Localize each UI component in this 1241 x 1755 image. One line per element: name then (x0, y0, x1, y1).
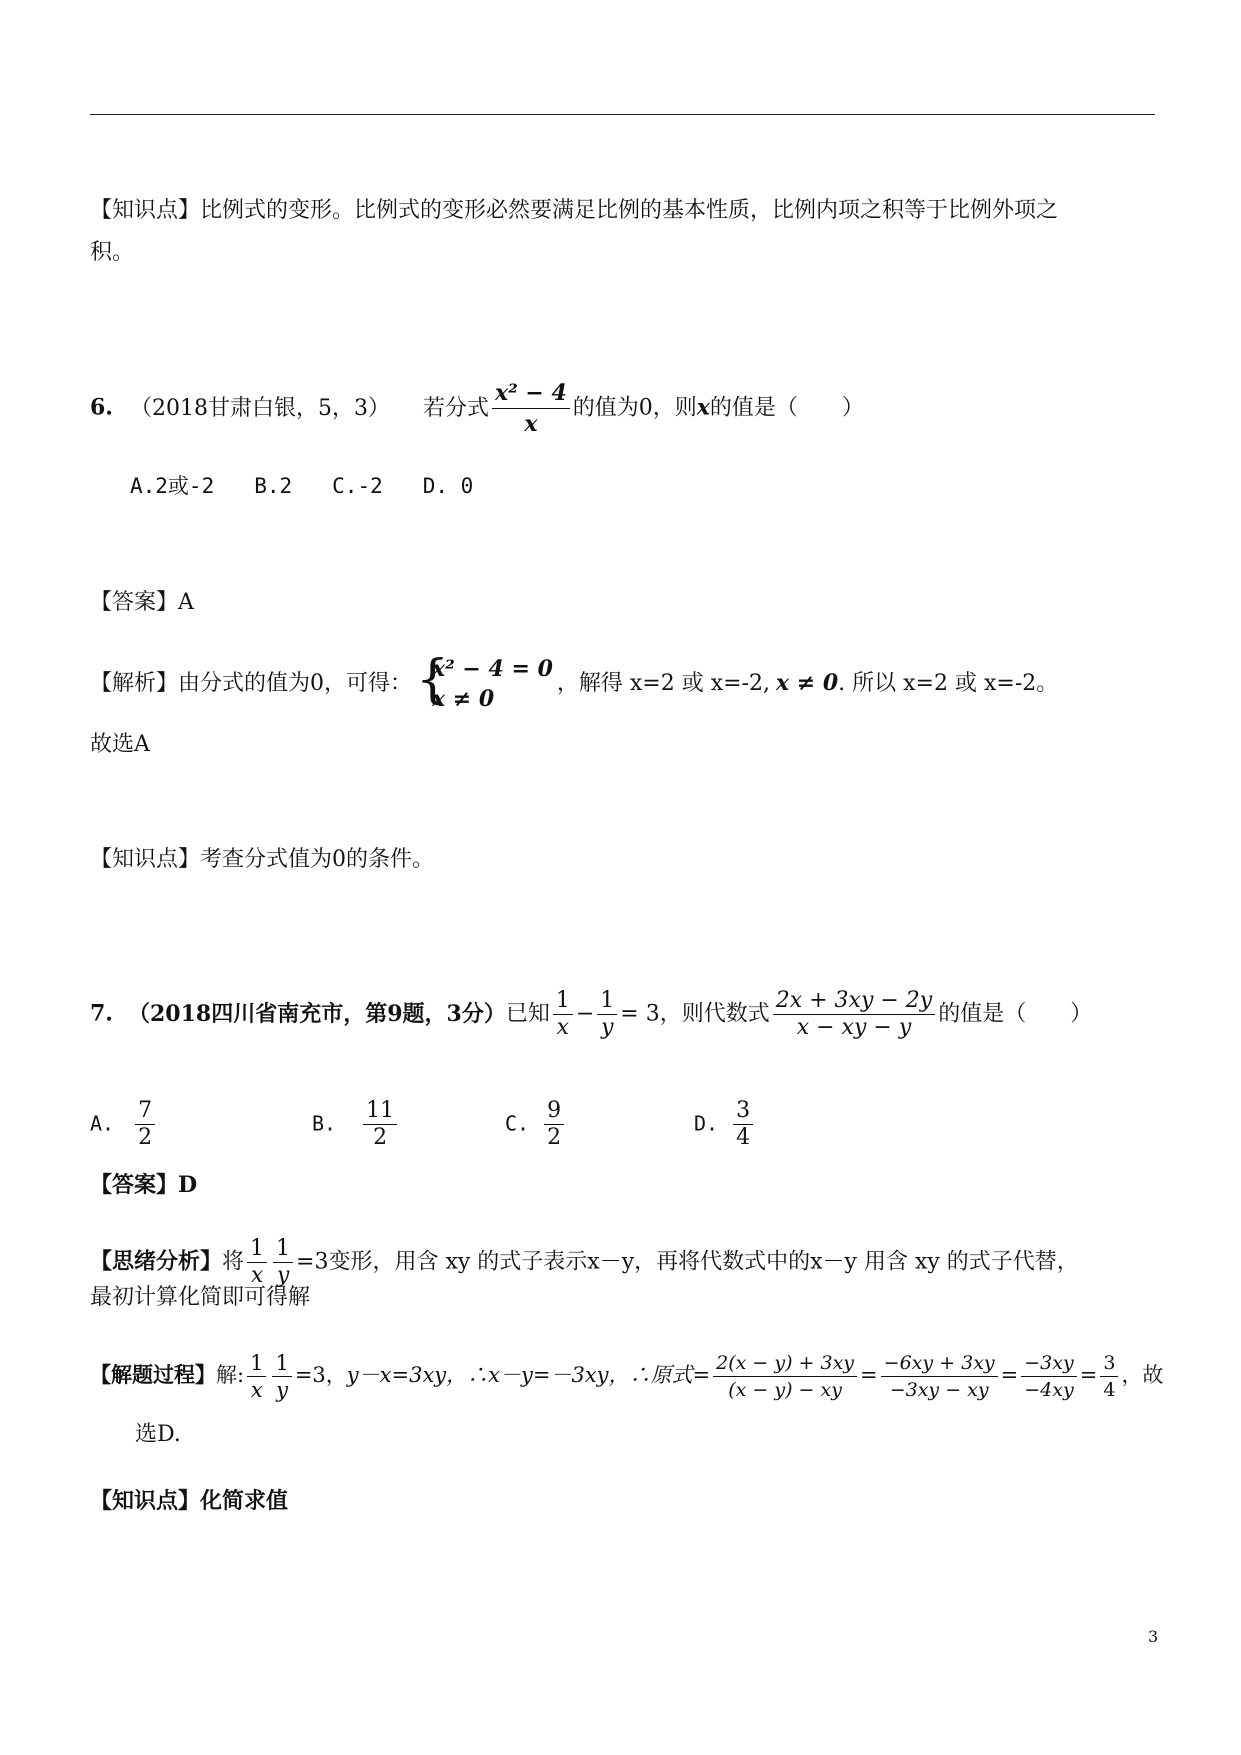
option-fraction (733, 1098, 753, 1151)
fraction-denominator: (x − y) − xy (728, 1379, 842, 1401)
knowledge-text: 比例式的变形。比例式的变形必然要满足比例的基本性质，比例内项之积等于比例外项之 (200, 198, 1059, 223)
option-c: C.-2 (332, 474, 383, 498)
system-row-2: x ≠ 0 (432, 686, 495, 712)
answer-label: 【答案】 (90, 1172, 179, 1198)
fraction-denominator: 2 (547, 1125, 562, 1150)
question-suffix: 的值是（ ） (938, 1001, 1093, 1027)
knowledge-point-6 (90, 845, 434, 875)
solve-end-cont: 选D. (135, 1422, 181, 1447)
question-mid: ，则代数式 (659, 1001, 770, 1027)
fraction-numerator: −3xy (1021, 1350, 1076, 1377)
option-label: A. (90, 1111, 115, 1136)
knowledge-text: 化简求值 (200, 1488, 289, 1514)
think-text-cont: 最初计算化简即可得解 (90, 1285, 311, 1310)
question-6-options (130, 471, 513, 501)
algebraic-fraction (773, 988, 936, 1041)
fraction-denominator: y (601, 1015, 614, 1040)
answer-7 (90, 1170, 197, 1200)
system-row-1: x² − 4 = 0 (432, 656, 553, 682)
option-d (694, 1098, 756, 1151)
think-label: 【思绪分析】 (90, 1248, 223, 1275)
analysis-6 (90, 650, 1059, 714)
fraction-numerator: 1 (597, 988, 617, 1015)
option-b: B.2 (254, 474, 293, 498)
fraction-denominator: 4 (1103, 1379, 1116, 1401)
choose-text: 故选A (90, 732, 150, 757)
fraction-denominator: y (276, 1378, 289, 1402)
answer-label: 【答案】 (90, 590, 179, 615)
solve-label: 【解题过程】 (90, 1362, 216, 1387)
choose-6 (90, 730, 150, 760)
solve-process: 【解题过程】解: $\frac{1}{x}$ $\frac{1}{y}$ =3，y－x=3xy，∴x－y=－3xy，∴原式= $\frac{2(x - y) + 3xy}{(x - y) - xy}$ = $\frac{-6xy + 3xy}{-3xy - xy}$ = $\frac{-3xy}{-4xy}$ = $\frac{3}{4}$ ，故 (90, 1351, 1164, 1402)
equals-three: = 3 (620, 1001, 660, 1027)
fraction-denominator: x − xy − y (796, 1015, 912, 1040)
fraction-numerator: 11 (363, 1098, 397, 1125)
knowledge-label: 【知识点】 (90, 847, 201, 872)
option-label: C. (505, 1111, 530, 1136)
analysis-end: . 所以 x=2 或 x=-2。 (838, 671, 1059, 696)
option-fraction (363, 1098, 397, 1151)
solve-eq: =3， (294, 1363, 347, 1387)
knowledge-text-cont: 积。 (90, 240, 135, 265)
solve-end: ，故 (1121, 1363, 1164, 1387)
analysis-prefix: 由分式的值为0，可得： (178, 671, 413, 696)
fraction-numerator: −6xy + 3xy (881, 1350, 998, 1377)
fraction-numerator: 9 (544, 1098, 564, 1125)
left-brace-icon: { (416, 650, 450, 710)
think-eq: =3 (296, 1249, 329, 1275)
fraction-denominator: 2 (373, 1125, 388, 1150)
option-b (312, 1098, 400, 1151)
fraction-numerator: 2x + 3xy − 2y (773, 988, 936, 1015)
fraction-expression (492, 378, 570, 439)
question-7 (90, 988, 1092, 1041)
option-c (505, 1098, 567, 1151)
solve-mid: y－x=3xy，∴x－y=－3xy，∴原式= (346, 1363, 711, 1387)
question-source: （2018四川省南充市，第9题，3分） (127, 1000, 506, 1027)
fraction-numerator: 1 (247, 1236, 267, 1263)
header-rule (90, 114, 1155, 115)
step-fraction-1 (713, 1350, 857, 1403)
knowledge-text: 考查分式值为0的条件。 (200, 847, 435, 872)
step-fraction-4 (1100, 1350, 1118, 1403)
question-source: （2018甘肃白银，5，3） (129, 395, 390, 421)
fraction-numerator: x² − 4 (492, 378, 570, 409)
knowledge-label: 【知识点】 (90, 198, 201, 223)
fraction-one-over-x (247, 1236, 267, 1289)
knowledge-point-7 (90, 1486, 288, 1516)
variable-x: x (696, 394, 710, 421)
answer-6 (90, 588, 194, 618)
fraction-numerator: 2(x − y) + 3xy (713, 1350, 857, 1377)
fraction-denominator: x (250, 1378, 263, 1402)
equation-system (416, 650, 553, 714)
option-label: D. (694, 1111, 719, 1136)
fraction-denominator: 4 (736, 1125, 751, 1150)
fraction-denominator: 2 (138, 1125, 153, 1150)
fraction-numerator: 1 (273, 1236, 293, 1263)
fraction-numerator: 1 (272, 1350, 291, 1377)
fraction-denominator: x (250, 1263, 264, 1288)
fraction-denominator: −3xy − xy (889, 1379, 989, 1401)
answer-value: A (178, 590, 194, 615)
analysis-label: 【解析】 (90, 671, 179, 696)
fraction-one-over-x (247, 1350, 266, 1403)
question-prefix: 已知 (505, 1001, 550, 1027)
knowledge-point-line-1 (90, 196, 1058, 226)
fraction-one-over-y (272, 1350, 291, 1403)
page-number: 3 (1148, 1627, 1159, 1646)
knowledge-label: 【知识点】 (90, 1488, 201, 1514)
option-a (90, 1098, 158, 1151)
condition: x ≠ 0 (775, 670, 839, 696)
fraction-one-over-x (553, 988, 573, 1041)
analysis-mid: ，解得 x=2 或 x=-2, (556, 671, 770, 696)
knowledge-point-line-2 (90, 238, 134, 268)
fraction-numerator: 1 (553, 988, 573, 1015)
fraction-denominator: x (556, 1015, 570, 1040)
fraction-one-over-y (273, 1236, 293, 1289)
answer-value: D (178, 1172, 198, 1198)
fraction-denominator: x (524, 411, 538, 437)
think-analysis (90, 1236, 1079, 1289)
question-number: 7. (90, 1000, 113, 1027)
solve-process-cont (135, 1420, 181, 1450)
minus-sign: − (575, 1001, 595, 1027)
think-analysis-cont (90, 1283, 310, 1313)
think-prefix: 将 (222, 1249, 245, 1275)
option-fraction (544, 1098, 564, 1151)
fraction-denominator: y (276, 1263, 290, 1288)
fraction-numerator: 3 (733, 1098, 753, 1125)
fraction-numerator: 3 (1100, 1350, 1118, 1377)
question-suffix: 的值为0，则 (572, 395, 697, 421)
fraction-denominator: −4xy (1024, 1379, 1074, 1401)
question-prefix: 若分式 (422, 395, 489, 421)
fraction-one-over-y (597, 988, 617, 1041)
question-6 (90, 378, 864, 439)
fraction-numerator: 1 (247, 1350, 266, 1377)
option-a: A.2或-2 (130, 474, 215, 498)
fraction-numerator: 7 (135, 1098, 155, 1125)
step-fraction-2 (881, 1350, 998, 1403)
question-number: 6. (90, 394, 113, 421)
option-fraction (135, 1098, 155, 1151)
option-label: B. (312, 1111, 337, 1136)
step-fraction-3 (1021, 1350, 1076, 1403)
think-text: 变形，用含 xy 的式子表示x－y，再将代数式中的x－y 用含 xy 的式子代替， (328, 1249, 1079, 1275)
option-d: D. 0 (422, 474, 474, 498)
solve-prefix: 解: (216, 1363, 245, 1387)
question-suffix-2: 的值是（ ） (709, 395, 864, 421)
